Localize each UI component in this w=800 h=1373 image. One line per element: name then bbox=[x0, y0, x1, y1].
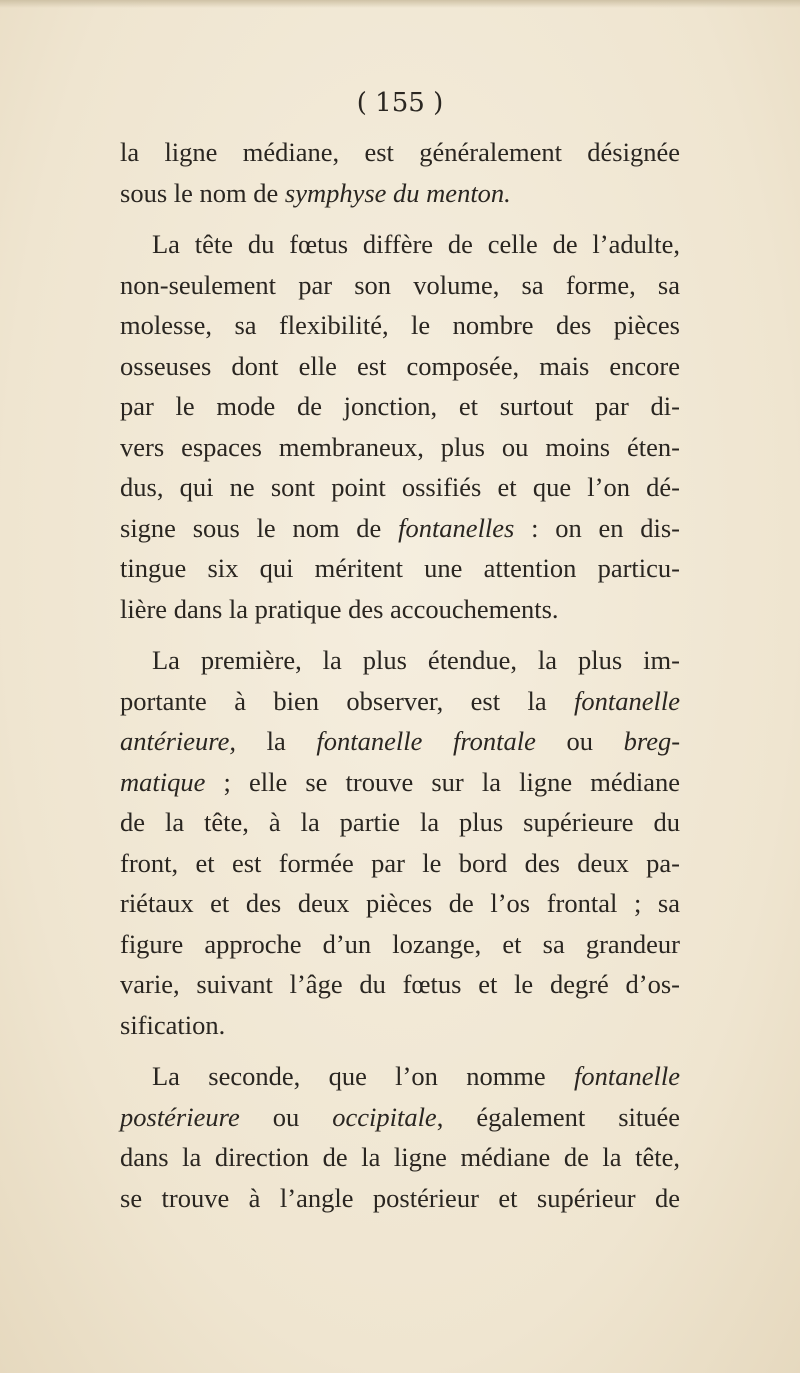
text-line: la ligne médiane, est généralement désignée bbox=[120, 137, 680, 167]
text-line: par le mode de jonction, et surtout par di- bbox=[120, 391, 680, 421]
body-text bbox=[120, 132, 680, 1218]
text-line: dans la direction de la ligne médiane de la tête, bbox=[120, 1142, 680, 1172]
text-line: figure approche d’un lozange, et sa grandeur bbox=[120, 928, 680, 959]
text-line: front, et est formée par le bord des deux pa- bbox=[120, 847, 680, 878]
text-line: antérieure, la fontanelle frontale ou breg- bbox=[120, 726, 681, 756]
text-line: matique ; elle se trouve sur la ligne médiane bbox=[120, 766, 680, 797]
paragraph bbox=[120, 224, 680, 629]
text-line: molesse, sa flexibilité, le nombre des pièces bbox=[120, 310, 680, 340]
paragraph bbox=[120, 1056, 680, 1218]
paragraph bbox=[120, 640, 680, 1045]
text-line: se trouve à l’angle postérieur et supérieur de bbox=[120, 1182, 680, 1213]
text-line: vers espaces membraneux, plus ou moins éten- bbox=[120, 431, 680, 462]
text-line: sous le nom de symphyse du menton. bbox=[120, 177, 511, 208]
text-line: lière dans la pratique des accouchements. bbox=[120, 593, 559, 624]
text-line: de la tête, à la partie la plus supérieure du bbox=[120, 807, 680, 837]
text-line: postérieure ou occipitale, également située bbox=[120, 1101, 681, 1132]
text-line: non-seulement par son volume, sa forme, sa bbox=[120, 269, 680, 300]
text-line: sification. bbox=[120, 1009, 226, 1040]
text-line: varie, suivant l’âge du fœtus et le degré d’os- bbox=[120, 969, 680, 999]
text-line: riétaux et des deux pièces de l’os frontal ; sa bbox=[120, 888, 680, 918]
text-line: La tête du fœtus diffère de celle de l’adulte, bbox=[152, 229, 680, 259]
text-line: signe sous le nom de fontanelles : on en dis- bbox=[120, 512, 681, 543]
text-line: dus, qui ne sont point ossifiés et que l’on dé- bbox=[120, 472, 680, 502]
text-line: portante à bien observer, est la fontanelle bbox=[120, 685, 680, 716]
page-top-edge bbox=[0, 0, 800, 8]
paragraph bbox=[120, 132, 680, 213]
text-line: tingue six qui méritent une attention particu- bbox=[120, 553, 680, 583]
text-line: La première, la plus étendue, la plus im- bbox=[152, 645, 680, 675]
text-line: La seconde, que l’on nomme fontanelle bbox=[152, 1061, 680, 1091]
page-number: ( 155 ) bbox=[356, 88, 444, 118]
text-line: osseuses dont elle est composée, mais encore bbox=[120, 350, 680, 381]
